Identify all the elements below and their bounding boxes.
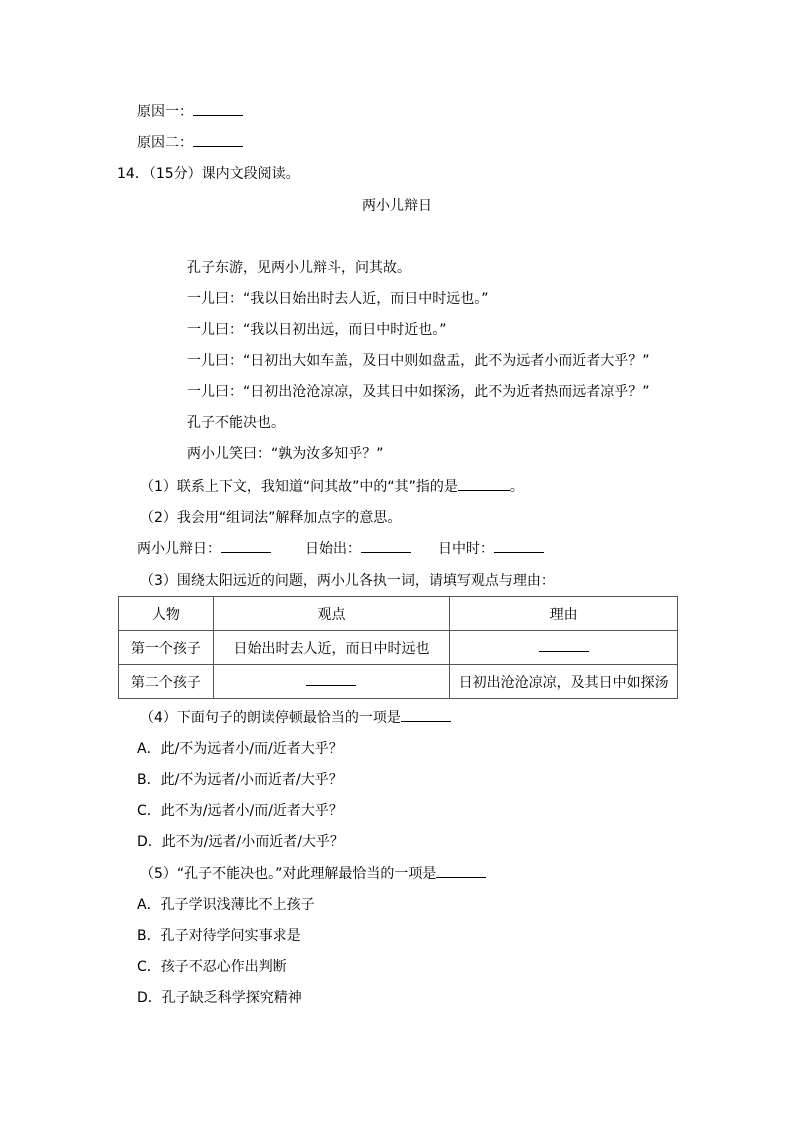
cell-view: 日始出时去人近，而日中时远也 [213,631,450,665]
q4-option-a[interactable]: A．此/不为远者小/而/近者大乎？ [137,741,343,757]
reason-two-blank[interactable] [193,134,243,147]
table-header-row [119,597,678,631]
cell-person: 第二个孩子 [119,665,214,699]
q2-text: （2）我会用“组词法”解释加点字的意思。 [140,510,402,526]
question-number: 14． [117,166,149,182]
q5-option-a[interactable]: A．孔子学识浅薄比不上孩子 [137,897,315,913]
q4-line [140,709,451,727]
reason-one-blank[interactable] [193,103,243,116]
question-score: （15分） [148,166,202,182]
q2-item-label: 日中时： [438,541,494,557]
q3-text: （3）围绕太阳远近的问题，两小儿各执一词，请填写观点与理由： [140,573,555,589]
q4-option-d[interactable]: D．此不为/远者/小而近者/大乎？ [137,834,344,850]
header-person: 人物 [119,597,214,631]
table-row [119,665,678,699]
passage-line: 一儿曰：“日初出沧沧凉凉，及其日中如探汤，此不为近者热而远者凉乎？” [187,384,650,400]
q5-option-c[interactable]: C．孩子不忍心作出判断 [137,959,287,975]
q1-blank[interactable] [458,478,510,491]
passage-line: 一儿曰：“日初出大如车盖，及日中则如盘盂，此不为远者小而近者大乎？” [187,353,650,369]
q5-blank[interactable] [436,865,486,878]
q4-blank[interactable] [401,709,451,722]
q1-text: （1）联系上下文，我知道“问其故”中的“其”指的是 [140,479,458,495]
q2-item-shichu [305,540,411,558]
q2-item-zhongshi [438,540,544,558]
header-view: 观点 [213,597,450,631]
q4-option-b[interactable]: B．此/不为远者/小而近者/大乎？ [137,772,343,788]
passage-line: 两小儿笑曰：“孰为汝多知乎？” [187,446,384,462]
q5-line [140,865,486,883]
cell-reason: 日初出沧沧凉凉，及其日中如探汤 [450,665,678,699]
q4-option-c[interactable]: C．此不为/远者小/而/近者大乎？ [137,803,343,819]
q2-item-label: 两小儿辩日： [137,541,221,557]
reason-one-line [137,103,243,121]
cell-view-blank[interactable] [213,665,450,699]
question-14-header [117,165,300,183]
cell-reason-blank[interactable] [450,631,678,665]
table-row [119,631,678,665]
q5-option-b[interactable]: B．孔子对待学问实事求是 [137,928,301,944]
q4-text: （4）下面句子的朗读停顿最恰当的一项是 [140,710,401,726]
q1-line [140,478,524,496]
q2-item-bianri [137,540,271,558]
q2-item-label: 日始出： [305,541,361,557]
q5-option-d[interactable]: D．孔子缺乏科学探究精神 [137,990,302,1006]
passage-line: 孔子东游，见两小儿辩斗，问其故。 [187,260,411,276]
header-reason: 理由 [450,597,678,631]
q5-text: （5）“孔子不能决也。”对此理解最恰当的一项是 [140,866,437,882]
q1-end: 。 [509,479,524,495]
passage-title: 两小儿辩日 [362,198,432,214]
reason-one-label: 原因一： [137,104,193,120]
passage-line: 孔子不能决也。 [187,415,285,431]
reason-two-label: 原因二： [137,135,193,151]
cell-person: 第一个孩子 [119,631,214,665]
viewpoint-table [118,596,678,699]
q2-blank-bian[interactable] [221,540,271,553]
passage-line: 一儿曰：“我以日始出时去人近，而日中时远也。” [187,291,489,307]
question-instruction: 课内文段阅读。 [201,166,300,182]
passage-line: 一儿曰：“我以日初出远，而日中时近也。” [187,322,447,338]
q2-blank-shi[interactable] [361,540,411,553]
view-blank[interactable] [306,673,356,686]
reason-blank[interactable] [539,639,589,652]
q2-blank-zhong[interactable] [494,540,544,553]
reason-two-line [137,134,243,152]
